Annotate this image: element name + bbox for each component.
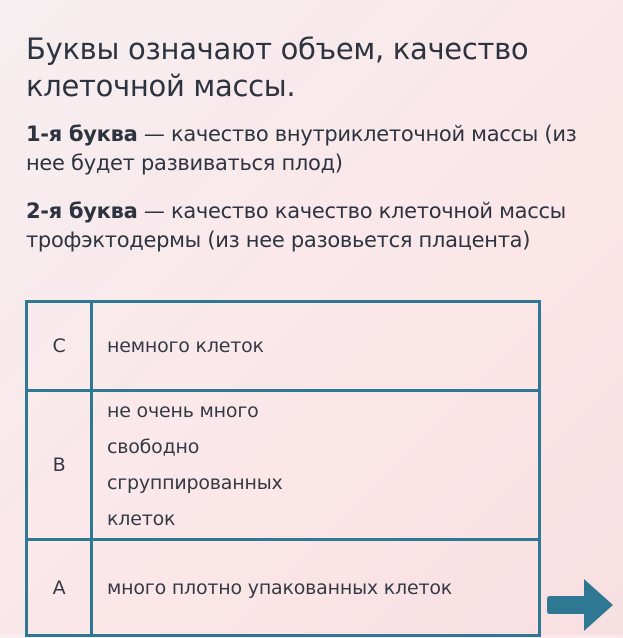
description-cell: немного клеток [92, 302, 540, 391]
table-row [27, 391, 540, 540]
description-cell: не очень много свободно сгруппированных клеток [92, 391, 540, 540]
paragraph-first-letter [26, 120, 606, 178]
description-cell: много плотно упакованных клеток [92, 540, 540, 636]
next-button[interactable] [546, 576, 616, 638]
arrow-right-icon [546, 576, 616, 634]
grade-cell: C [27, 302, 92, 391]
table-row [27, 302, 540, 391]
paragraph-label: 2-я буква [26, 199, 138, 223]
page-title: Буквы означают объем, качество клеточной массы. [26, 32, 529, 103]
paragraph-label: 1-я буква [26, 122, 138, 146]
paragraph-second-letter [26, 197, 606, 255]
grade-cell: B [27, 391, 92, 540]
grade-cell: A [27, 540, 92, 636]
table-row [27, 540, 540, 636]
grade-table [25, 300, 541, 637]
paragraph-text: — качество внутриклеточной массы (из нее будет развиваться плод) [26, 122, 577, 175]
paragraph-text: — качество качество клеточной массы трофэктодермы (из нее разовьется плацента) [26, 199, 566, 252]
